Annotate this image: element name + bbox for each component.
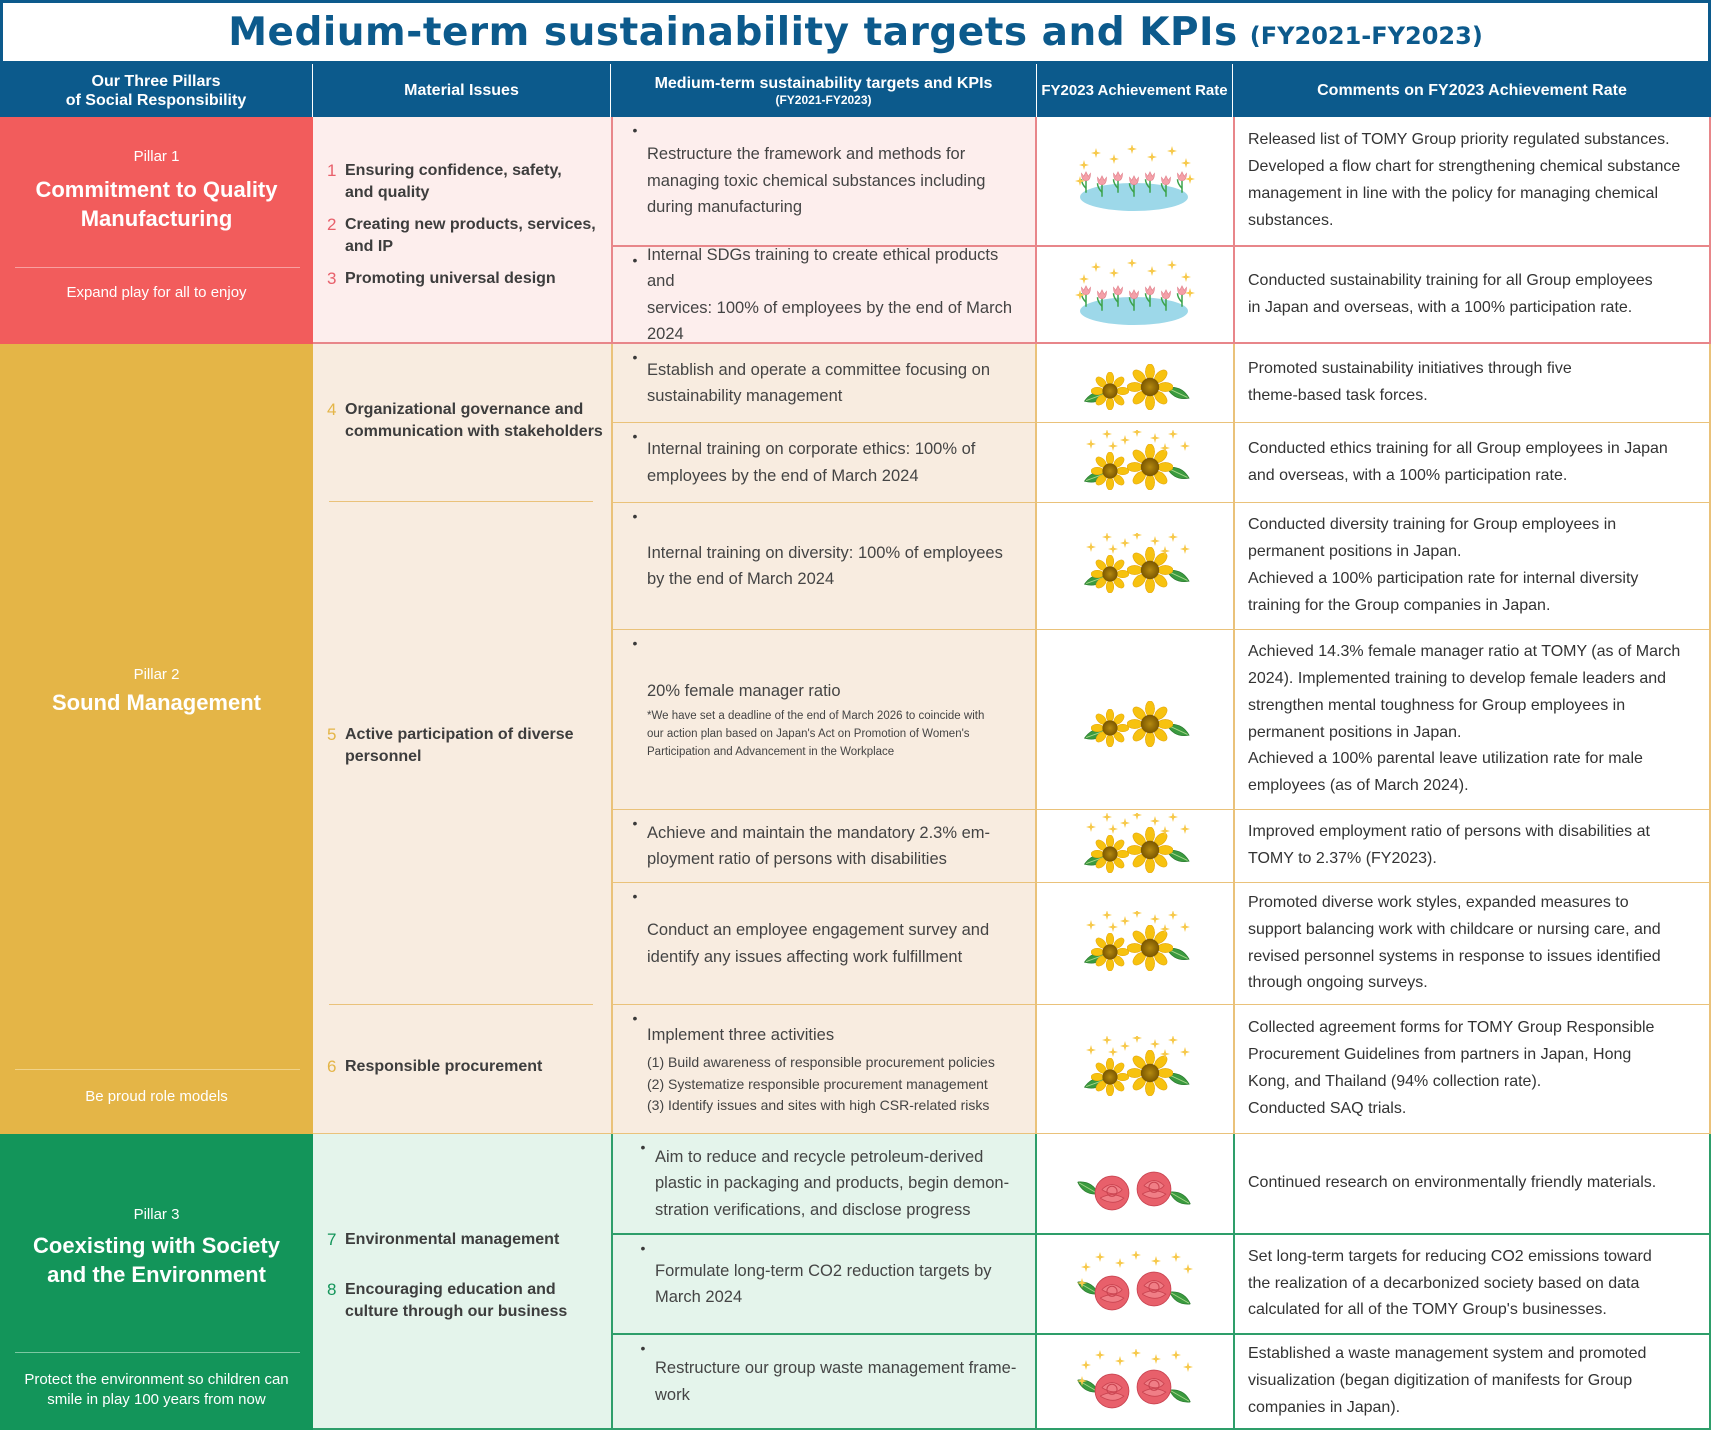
- comment-text: [1248, 639, 1680, 800]
- comment-text: [1248, 512, 1638, 619]
- issue-8: [327, 1279, 607, 1323]
- comment-text-line: Collected agreement forms for TOMY Group Responsible: [1248, 1019, 1655, 1037]
- pillar-1-divider: [15, 267, 300, 268]
- comment-text-line: Established a waste management system and promoted: [1248, 1345, 1647, 1363]
- comment-cell: [1233, 503, 1711, 630]
- target-text-line: during manufacturing: [647, 198, 803, 217]
- issue-8-number: 8: [327, 1280, 337, 1299]
- target-text-line: March 2024: [655, 1288, 743, 1306]
- target-text-line: sustainability management: [647, 387, 843, 405]
- issue-5-line2: personnel: [345, 748, 422, 765]
- target-text-line: work: [655, 1385, 690, 1404]
- target-text: [647, 436, 975, 489]
- comment-text-line: Conducted ethics training for all Group employees in Japan: [1248, 439, 1668, 457]
- comment-cell: [1233, 1134, 1711, 1235]
- target-body: [647, 141, 985, 221]
- comment-cell: [1233, 630, 1711, 810]
- achievement-cell: [1037, 810, 1233, 883]
- target-body: [647, 820, 990, 873]
- pillar-1-motto: Expand play for all to enjoy: [66, 284, 247, 301]
- comment-text: [1248, 268, 1653, 322]
- comment-text-line: Achieved a 100% participation rate for internal diversity: [1248, 570, 1639, 587]
- sunflower-icon: [1077, 687, 1193, 753]
- achievement-cell: [1037, 630, 1233, 810]
- comment-text-line: substances.: [1248, 211, 1334, 229]
- issue-4-number: 4: [327, 400, 337, 419]
- issue-1-line2: and quality: [345, 184, 430, 201]
- comment-text-line: Promoted sustainability initiatives through five: [1248, 360, 1572, 378]
- comment-cell: [1233, 810, 1711, 883]
- sunflower-sparkle-icon: [1077, 430, 1193, 496]
- comment-text-line: visualization (began digitization of manifests for Group: [1248, 1372, 1633, 1390]
- comment-text: [1248, 127, 1680, 234]
- comment-text-line: support balancing work with childcare or nursing care, and: [1248, 920, 1661, 938]
- comment-text-line: in Japan and overseas, with a 100% participation rate.: [1248, 298, 1633, 316]
- issue-4: [327, 399, 607, 443]
- target-body: [647, 357, 990, 410]
- issue-7-number: 7: [327, 1230, 337, 1249]
- target-text-line: Achieve and maintain the mandatory 2.3% em-: [647, 823, 991, 842]
- target-cell: [611, 810, 1037, 883]
- target-text: [655, 1144, 1009, 1224]
- target-text: [655, 1355, 1016, 1408]
- target-text-line: Restructure our group waste management frame-: [655, 1359, 1017, 1377]
- comment-text-line: Promoted diverse work styles, expanded measures to: [1248, 893, 1629, 911]
- comment-text: [1248, 819, 1650, 873]
- issue-2-line1: Creating new products, services,: [345, 216, 596, 233]
- target-bullet: •: [632, 888, 638, 904]
- issue-4-text: [345, 399, 603, 443]
- target-text-line: 2024: [647, 325, 684, 343]
- target-text-line: employees by the end of March 2024: [647, 466, 919, 485]
- pillar-1-title-line2: Manufacturing: [80, 206, 233, 231]
- target-text-line: Conduct an employee engagement survey and: [647, 921, 990, 939]
- issue-6: [327, 1056, 607, 1078]
- target-text-line: Internal training on corporate ethics: 100% of: [647, 440, 976, 458]
- target-bullet: •: [640, 1340, 646, 1356]
- comment-cell: [1233, 1235, 1711, 1335]
- comment-text-line: training for the Group companies in Japan.: [1248, 596, 1551, 614]
- pillar-2-title: Sound Management: [51, 690, 261, 715]
- comment-text-line: Achieved a 100% parental leave utilization rate for male: [1248, 750, 1643, 768]
- pillar-2: [0, 344, 313, 1134]
- issue-2-line2: and IP: [345, 238, 394, 255]
- issue-5: [327, 724, 607, 768]
- header-comments: [1233, 64, 1711, 117]
- issue-8-line2: culture through our business: [345, 1303, 568, 1320]
- issues-group-1: [313, 117, 611, 344]
- target-cell: [611, 630, 1037, 810]
- target-text: [647, 678, 984, 705]
- comment-text-line: employees (as of March 2024).: [1248, 777, 1469, 795]
- target-body: [655, 1258, 992, 1311]
- target-text-line: Implement three activities: [647, 1025, 835, 1044]
- comment-text-line: through ongoing surveys.: [1248, 974, 1428, 992]
- comment-text-line: Released list of TOMY Group priority regulated substances.: [1248, 131, 1670, 149]
- achievement-cell: [1037, 344, 1233, 423]
- page-title: Medium-term sustainability targets and KPIs: [228, 9, 1238, 55]
- issue-5-line1: Active participation of diverse: [345, 726, 574, 743]
- issue-1-line1: Ensuring confidence, safety,: [345, 162, 562, 179]
- target-text-line: Restructure the framework and methods for: [647, 145, 966, 164]
- target-text-line: ployment ratio of persons with disabilities: [647, 850, 947, 868]
- issue-6-text: Responsible procurement: [345, 1058, 543, 1075]
- target-bullet: •: [632, 428, 638, 444]
- target-text-line: Formulate long-term CO2 reduction targets by: [655, 1261, 992, 1280]
- comment-text: [1248, 1341, 1646, 1421]
- header-pillars-line1: Our Three Pillars: [91, 72, 221, 90]
- comment-cell: [1233, 1335, 1711, 1430]
- target-bullet: •: [640, 1139, 646, 1155]
- header-targets: [611, 64, 1037, 117]
- target-activity-item: (2) Systematize responsible procurement management: [647, 1075, 988, 1092]
- target-body: [647, 917, 989, 970]
- target-text: [647, 242, 1025, 348]
- comment-text-line: Set long-term targets for reducing CO2 emissions toward: [1248, 1247, 1652, 1265]
- tulip-sparkle-icon: [1074, 259, 1196, 331]
- header-material-issues: [313, 64, 611, 117]
- target-activity-list: [647, 1052, 995, 1117]
- target-text: [647, 141, 985, 221]
- page-subtitle: (FY2021-FY2023): [1249, 22, 1483, 50]
- target-body: [647, 436, 975, 489]
- sunflower-sparkle-icon: [1077, 533, 1193, 599]
- rose-sparkle-icon: [1076, 1349, 1194, 1415]
- target-text-line: Establish and operate a committee focusing on: [647, 360, 991, 379]
- pillar-2-motto: Be proud role models: [85, 1088, 228, 1105]
- issue-3-number: 3: [327, 269, 337, 288]
- issue-6-number: 6: [327, 1057, 337, 1076]
- pillar-3-label: Pillar 3: [133, 1206, 180, 1223]
- achievement-cell: [1037, 883, 1233, 1005]
- target-cell: [611, 503, 1037, 630]
- achievement-cell: [1037, 423, 1233, 503]
- target-text-line: by the end of March 2024: [647, 570, 835, 588]
- header-targets-label: Medium-term sustainability targets and KPIs: [654, 75, 993, 92]
- issue-4-line2: communication with stakeholders: [345, 423, 603, 440]
- comment-text-line: permanent positions in Japan.: [1248, 543, 1462, 561]
- sunflower-sparkle-icon: [1077, 813, 1193, 879]
- target-bullet: •: [632, 635, 638, 651]
- header-achievement-rate-label: FY2023 Achievement Rate: [1041, 82, 1228, 99]
- target-text: [647, 357, 990, 410]
- comment-text-line: 2024). Implemented training to develop female leaders and: [1248, 669, 1667, 687]
- target-bullet: •: [632, 1010, 638, 1026]
- comment-text-line: Conducted SAQ trials.: [1248, 1099, 1407, 1117]
- target-cell: [611, 423, 1037, 503]
- target-cell: [611, 1134, 1037, 1235]
- issues-divider: [329, 501, 593, 502]
- pillar-1: [0, 117, 313, 344]
- pillar-3-motto-line2: smile in play 100 years from now: [47, 1391, 266, 1408]
- achievement-cell: [1037, 247, 1233, 344]
- issue-3-text: Promoting universal design: [345, 270, 556, 287]
- comment-text-line: strengthen mental toughness for Group employees in: [1248, 696, 1626, 714]
- target-text-line: Internal training on diversity: 100% of employees: [647, 543, 1003, 562]
- pillar-3-title-line2: and the Environment: [47, 1262, 266, 1287]
- page-title-bar: [0, 0, 1711, 64]
- comment-text: [1248, 1244, 1652, 1324]
- achievement-cell: [1037, 1134, 1233, 1235]
- comment-text: [1248, 1015, 1654, 1122]
- target-text-line: stration verifications, and disclose progress: [655, 1200, 971, 1219]
- pillar-3-divider: [15, 1352, 300, 1353]
- target-note: [647, 707, 984, 761]
- comment-text: [1248, 1170, 1656, 1197]
- target-body: [647, 242, 1025, 348]
- pillar-2-label: Pillar 2: [133, 666, 180, 683]
- header-pillars: [0, 64, 313, 117]
- target-text: [647, 917, 989, 970]
- target-bullet: •: [640, 1240, 646, 1256]
- target-text-line: 20% female manager ratio: [647, 682, 841, 701]
- target-text: [647, 1022, 995, 1049]
- comment-cell: [1233, 344, 1711, 423]
- issue-3: [327, 268, 607, 290]
- rose-sparkle-icon: [1076, 1251, 1194, 1317]
- comment-text-line: the realization of a decarbonized society based on data: [1248, 1274, 1640, 1292]
- comment-cell: [1233, 883, 1711, 1005]
- header-targets-sub: (FY2021-FY2023): [775, 93, 872, 107]
- issues-group-3: [313, 1134, 611, 1430]
- pillar-3-title-line1: Coexisting with Society: [33, 1233, 280, 1258]
- issue-2-number: 2: [327, 215, 337, 234]
- comment-text: [1248, 890, 1661, 997]
- comment-text-line: calculated for all of the TOMY Group's businesses.: [1248, 1301, 1607, 1319]
- target-text-line: managing toxic chemical substances including: [647, 171, 986, 190]
- achievement-cell: [1037, 503, 1233, 630]
- target-text-line: Aim to reduce and recycle petroleum-derived: [655, 1147, 984, 1166]
- issue-7-text: Environmental management: [345, 1231, 560, 1248]
- comment-cell: [1233, 423, 1711, 503]
- issue-5-text: [345, 724, 574, 768]
- target-body: [647, 1022, 995, 1117]
- comment-text-line: Developed a flow chart for strengthening chemical substance: [1248, 158, 1681, 176]
- target-text: [655, 1258, 992, 1311]
- pillar-1-label: Pillar 1: [133, 148, 180, 165]
- target-activity-item: (1) Build awareness of responsible procurement policies: [647, 1054, 995, 1070]
- target-text-line: Internal SDGs training to create ethical products and: [647, 245, 999, 290]
- issue-4-line1: Organizational governance and: [345, 401, 584, 418]
- issue-2: [327, 214, 607, 258]
- header-achievement-rate: [1037, 64, 1233, 117]
- comment-text-line: Procurement Guidelines from partners in Japan, Hong: [1248, 1046, 1632, 1064]
- target-text: [647, 540, 1003, 593]
- comment-text-line: Kong, and Thailand (94% collection rate).: [1248, 1073, 1542, 1090]
- target-note-line: our action plan based on Japan's Act on Promotion of Women's: [647, 727, 970, 740]
- achievement-cell: [1037, 117, 1233, 247]
- target-body: [647, 678, 984, 761]
- comment-text: [1248, 436, 1668, 490]
- sunflower-sparkle-icon: [1077, 1036, 1193, 1102]
- comment-text-line: Achieved 14.3% female manager ratio at TOMY (as of March: [1248, 643, 1681, 661]
- issue-1-number: 1: [327, 161, 337, 180]
- achievement-cell: [1037, 1335, 1233, 1430]
- target-text-line: plastic in packaging and products, begin demon-: [655, 1174, 1010, 1193]
- target-note-line: Participation and Advancement in the Workplace: [647, 745, 895, 758]
- pillar-2-divider: [15, 1069, 300, 1070]
- target-bullet: •: [632, 508, 638, 524]
- comment-text-line: Improved employment ratio of persons with disabilities at: [1248, 823, 1650, 841]
- issue-5-number: 5: [327, 725, 337, 744]
- target-body: [655, 1355, 1016, 1408]
- comment-text-line: revised personnel systems in response to issues identified: [1248, 947, 1661, 965]
- target-text: [647, 820, 990, 873]
- target-body: [647, 540, 1003, 593]
- target-bullet: •: [632, 252, 638, 268]
- comment-cell: [1233, 117, 1711, 247]
- sunflower-sparkle-icon: [1077, 911, 1193, 977]
- comment-text-line: Conducted diversity training for Group employees in: [1248, 516, 1617, 534]
- target-bullet: •: [632, 815, 638, 831]
- issue-1: [327, 160, 607, 204]
- comment-text-line: and overseas, with a 100% participation rate.: [1248, 466, 1568, 484]
- target-note-line: *We have set a deadline of the end of March 2026 to coincide with: [647, 709, 985, 722]
- sunflower-icon: [1077, 350, 1193, 416]
- target-cell: [611, 247, 1037, 344]
- tulip-sparkle-icon: [1074, 145, 1196, 217]
- pillar-3-motto-line1: Protect the environment so children can: [24, 1371, 289, 1388]
- target-bullet: •: [632, 349, 638, 365]
- issue-7: [327, 1229, 607, 1251]
- issue-2-text: [345, 214, 596, 258]
- header-pillars-line2: of Social Responsibility: [65, 91, 247, 109]
- achievement-cell: [1037, 1005, 1233, 1134]
- target-text-line: services: 100% of employees by the end of March: [647, 298, 1013, 317]
- comment-text-line: theme-based task forces.: [1248, 387, 1428, 404]
- pillar-1-title-line1: Commitment to Quality: [35, 177, 278, 202]
- issues-divider: [329, 1004, 593, 1005]
- comment-cell: [1233, 247, 1711, 344]
- target-cell: [611, 1235, 1037, 1335]
- target-activity-item: (3) Identify issues and sites with high CSR-related risks: [647, 1097, 990, 1113]
- issue-8-text: [345, 1279, 567, 1323]
- comment-text-line: Continued research on environmentally friendly materials.: [1248, 1174, 1657, 1192]
- target-cell: [611, 1005, 1037, 1134]
- comment-text-line: Conducted sustainability training for all Group employees: [1248, 271, 1653, 289]
- issues-group-2: [313, 344, 611, 1134]
- header-comments-label: Comments on FY2023 Achievement Rate: [1317, 82, 1627, 99]
- issue-8-line1: Encouraging education and: [345, 1281, 556, 1298]
- target-bullet: •: [632, 122, 638, 138]
- comment-text-line: permanent positions in Japan.: [1248, 723, 1462, 741]
- comment-text-line: TOMY to 2.37% (FY2023).: [1248, 850, 1437, 867]
- target-cell: [611, 1335, 1037, 1430]
- rose-icon: [1076, 1151, 1194, 1217]
- comment-text-line: companies in Japan).: [1248, 1398, 1401, 1416]
- target-body: [655, 1144, 1009, 1224]
- comment-text: [1248, 356, 1572, 410]
- achievement-cell: [1037, 1235, 1233, 1335]
- pillar-3: [0, 1134, 313, 1430]
- target-cell: [611, 883, 1037, 1005]
- comment-text-line: management in line with the policy for managing chemical: [1248, 185, 1658, 202]
- target-cell: [611, 344, 1037, 423]
- target-text-line: identify any issues affecting work fulfillment: [647, 947, 963, 966]
- comment-cell: [1233, 1005, 1711, 1134]
- header-material-issues-label: Material Issues: [404, 82, 519, 99]
- target-cell: [611, 117, 1037, 247]
- issue-1-text: [345, 160, 562, 204]
